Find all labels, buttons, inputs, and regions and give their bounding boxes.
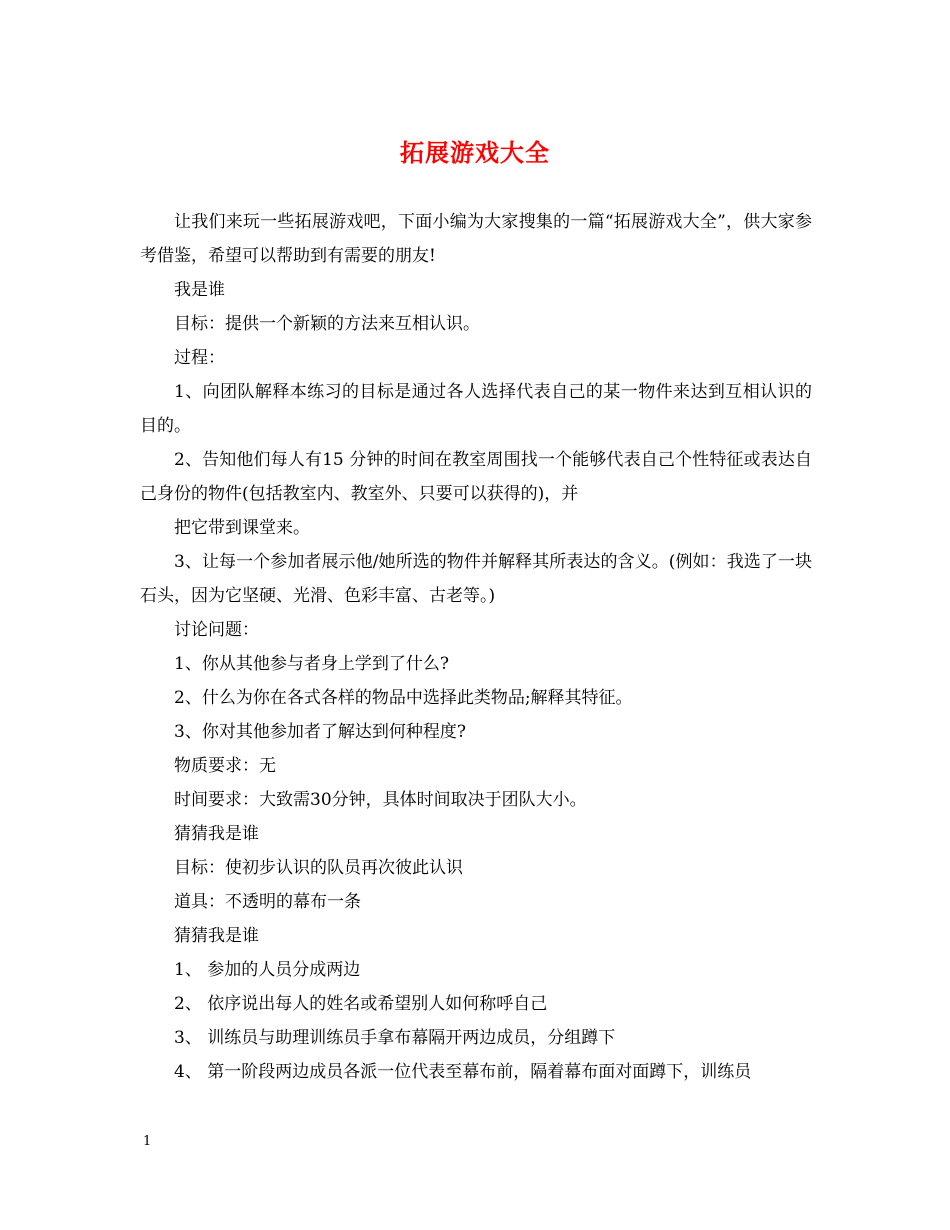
- paragraph: 1、 参加的人员分成两边: [174, 960, 361, 980]
- paragraph: 2、告知他们每人有15 分钟的时间在教室周围找一个能够代表自己个性特征或表达自己身份的物件(包括教室内、教室外、只要可以获得的)，并: [140, 450, 812, 504]
- paragraph: 3、你对其他参加者了解达到何种程度?: [174, 722, 466, 742]
- paragraph: 我是谁: [174, 280, 225, 300]
- document-title: 拓展游戏大全: [400, 138, 550, 167]
- paragraph: 2、什么为你在各式各样的物品中选择此类物品;解释其特征。: [174, 688, 633, 708]
- paragraph: 目标：使初步认识的队员再次彼此认识: [174, 858, 463, 878]
- paragraph: 物质要求：无: [174, 756, 276, 776]
- paragraph: 3、 训练员与助理训练员手拿布幕隔开两边成员，分组蹲下: [174, 1028, 616, 1048]
- paragraph: 道具：不透明的幕布一条: [174, 892, 361, 912]
- paragraph: 时间要求：大致需30分钟，具体时间取决于团队大小。: [174, 790, 587, 810]
- paragraph: 猜猜我是谁: [174, 926, 259, 946]
- paragraph: 目标：提供一个新颖的方法来互相认识。: [174, 314, 480, 334]
- paragraph: 讨论问题：: [174, 620, 259, 640]
- paragraph: 让我们来玩一些拓展游戏吧，下面小编为大家搜集的一篇“拓展游戏大全”，供大家参考借鉴，希望可以帮助到有需要的朋友!: [140, 212, 812, 266]
- page-number: 1: [143, 1134, 152, 1149]
- paragraph: 2、 依序说出每人的姓名或希望别人如何称呼自己: [174, 994, 548, 1014]
- paragraph: 把它带到课堂来。: [174, 518, 310, 538]
- document-body: [140, 205, 812, 1089]
- paragraph: 过程：: [174, 348, 225, 368]
- paragraph: 4、 第一阶段两边成员各派一位代表至幕布前，隔着幕布面对面蹲下，训练员: [174, 1062, 752, 1082]
- paragraph: 猜猜我是谁: [174, 824, 259, 844]
- paragraph: 3、让每一个参加者展示他/她所选的物件并解释其所表达的含义。(例如：我选了一块石头，因为它坚硬、光滑、色彩丰富、古老等。): [140, 552, 812, 606]
- paragraph: 1、向团队解释本练习的目标是通过各人选择代表自己的某一物件来达到互相认识的目的。: [140, 382, 812, 436]
- paragraph: 1、你从其他参与者身上学到了什么?: [174, 654, 449, 674]
